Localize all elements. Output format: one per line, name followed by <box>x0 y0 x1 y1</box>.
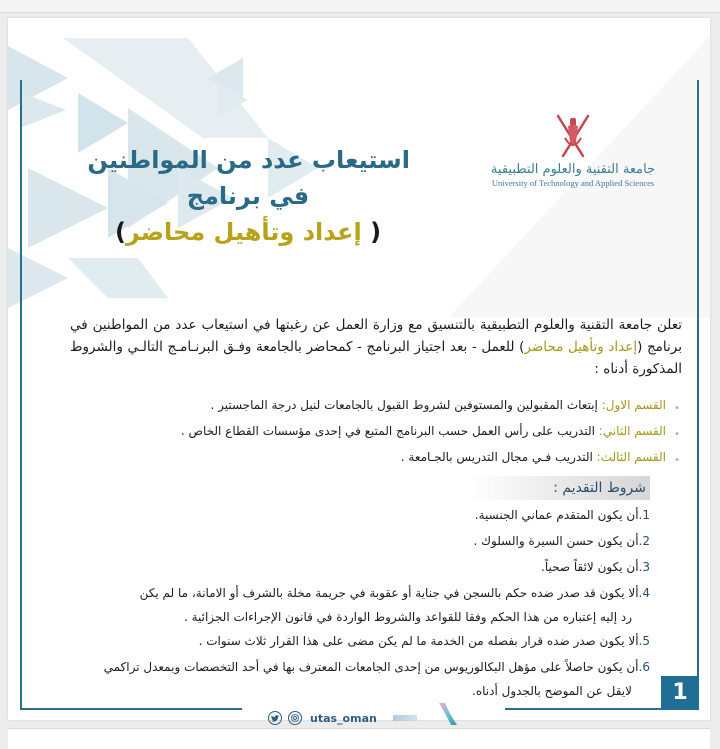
condition-number: 3. <box>638 560 650 574</box>
intro-program-highlight: إعداد وتأهيل محاضر <box>524 339 638 355</box>
condition-text: أن يكون لائقاً صحياً. <box>541 560 639 574</box>
condition-text: أن يكون المتقدم عماني الجنسية. <box>474 508 639 522</box>
section-text: التدريب على رأس العمل حسب البرنامج المتبع في إحدى مؤسسات القطاع الخاص . <box>180 424 599 438</box>
condition-item <box>98 502 650 528</box>
intro-paragraph <box>70 314 682 380</box>
section-item <box>108 418 680 444</box>
condition-item <box>98 554 650 580</box>
top-bar <box>0 0 720 13</box>
condition-text: ألا يكون صدر ضده قرار بفصله من الخدمة ما لم يكن مضى على هذا القرار ثلاث سنوات . <box>198 634 639 648</box>
condition-number: 5. <box>638 634 650 648</box>
condition-number: 4. <box>638 586 650 600</box>
title-paren-open: ( <box>361 218 382 246</box>
twitter-icon[interactable] <box>268 711 282 725</box>
condition-item <box>98 654 650 680</box>
social-footer <box>268 708 471 728</box>
document-page <box>8 18 710 725</box>
condition-item <box>98 628 650 654</box>
university-name-arabic: جامعة التقنية والعلوم التطبيقية <box>490 162 656 177</box>
section-text: التدريب فـي مجال التدريس بالجـامعة . <box>400 450 597 464</box>
condition-text: أن يكون حسن السيرة والسلوك . <box>473 534 639 548</box>
section-item <box>108 392 680 418</box>
section-item <box>108 444 680 470</box>
program-sections-list <box>108 392 680 470</box>
condition-item <box>98 580 650 606</box>
next-page-edge <box>8 728 710 749</box>
conditions-list <box>98 502 650 702</box>
instagram-icon[interactable] <box>288 711 302 725</box>
condition-text: أن يكون حاصلاً على مؤهل البكالوريوس من إحدى الجامعات المعترف بها في أحد التخصصات وبمعدل تراكمي <box>103 660 639 674</box>
condition-number: 6. <box>638 660 650 674</box>
intro-text-part1: تعلن جامعة التقنية والعلوم التطبيقية بالتنسيق مع وزارة العمل عن رغبتها في استيعاب عدد من المواطنين في برنامج ( <box>70 317 682 355</box>
title-line-3 <box>78 214 418 250</box>
intro-text-part2: ) للعمل - بعد اجتياز البرنامج - كمحاضر بالجامعة وفـق البرنـامـج التالـي والشروط المذكورة أدناه : <box>70 339 682 377</box>
title-paren-close: ) <box>114 218 126 246</box>
program-name-highlight: إعداد وتأهيل محاضر <box>125 218 362 246</box>
partner-logo <box>393 715 417 721</box>
condition-number: 2. <box>638 534 650 548</box>
section-label: القسم الثاني: <box>598 424 666 438</box>
section-label: القسم الثالث: <box>596 450 666 464</box>
condition-number: 1. <box>638 508 650 522</box>
condition-continuation: لايقل عن الموضح بالجدول أدناه. <box>472 684 632 698</box>
frame-left-border <box>20 80 22 710</box>
conditions-heading: شروط التقديم : <box>468 476 650 500</box>
section-text: إبتعاث المقبولين والمستوفين لشروط القبول بالجامعات لنيل درجة الماجستير . <box>210 398 602 412</box>
section-label: القسم الاول: <box>601 398 666 412</box>
frame-bottom-left-border <box>20 708 242 710</box>
university-name-english: University of Technology and Applied Sciences <box>491 178 655 188</box>
bullet-icon: • <box>674 429 680 440</box>
title-line-2: في برنامج <box>186 182 310 210</box>
page-title <box>78 142 418 250</box>
bullet-icon: • <box>674 403 680 414</box>
university-logo <box>473 112 673 188</box>
frame-right-border <box>697 80 699 710</box>
condition-continuation: رد إليه إعتباره من هذا الحكم وفقا للقواعد والشروط الواردة في قانون الإجراءات الجزائية . <box>183 610 632 624</box>
bullet-icon: • <box>674 455 680 466</box>
page-number-badge: 1 <box>661 676 699 710</box>
oman-emblem-icon <box>553 112 593 160</box>
condition-item <box>98 528 650 554</box>
social-handle[interactable]: utas_oman <box>310 711 377 725</box>
title-line-1: استيعاب عدد من المواطنين <box>87 146 410 174</box>
condition-text: ألا يكون قد صدر ضده حكم بالسجن في جناية أو عقوبة في جريمة مخلة بالشرف أو الامانة، ما لم يكن <box>139 586 639 600</box>
